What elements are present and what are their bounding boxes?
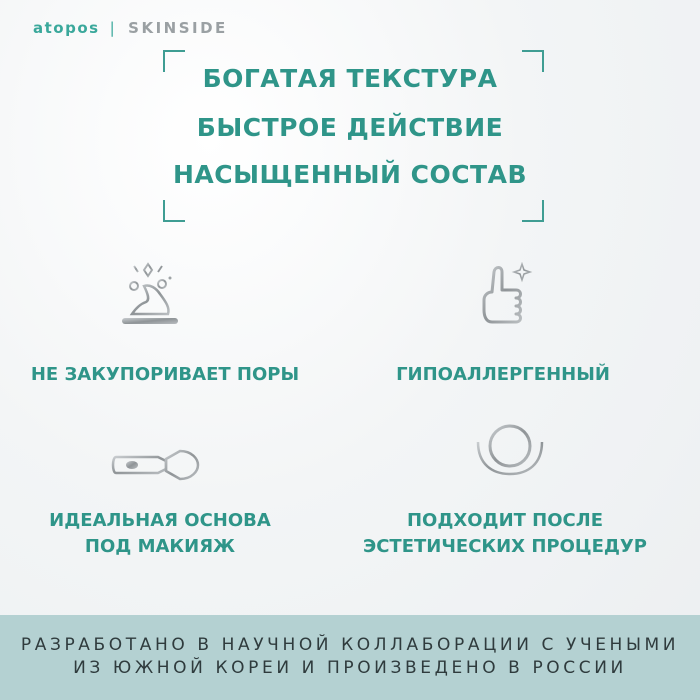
frame-corner-bottom-right — [522, 200, 544, 222]
headline-fast-action: БЫСТРОЕ ДЕЙСТВИЕ — [196, 113, 504, 142]
headline-rich-composition: НАСЫЩЕННЫЙ СОСТАВ — [172, 160, 528, 189]
footer-line-1: РАЗРАБОТАНО В НАУЧНОЙ КОЛЛАБОРАЦИИ С УЧЕНЫМИ — [20, 635, 680, 655]
makeup-brush-icon — [110, 445, 200, 489]
brand-skinside: SKINSIDE — [128, 19, 228, 37]
brand-logo — [33, 18, 228, 38]
mirror-icon — [470, 418, 550, 502]
feature-label-hypoallergenic: ГИПОАЛЛЕРГЕННЫЙ — [396, 364, 610, 385]
feature-label-pores: НЕ ЗАКУПОРИВАЕТ ПОРЫ — [30, 364, 300, 385]
thumbs-up-icon — [476, 262, 536, 346]
feature-label-after-procedures: ПОДХОДИТ ПОСЛЕ ЭСТЕТИЧЕСКИХ ПРОЦЕДУР — [363, 510, 647, 557]
feature-label-makeup-base: ИДЕАЛЬНАЯ ОСНОВА ПОД МАКИЯЖ — [49, 510, 271, 557]
cream-sparkle-icon — [110, 258, 190, 342]
brand-atopos: atopos — [33, 19, 100, 37]
headline-rich-texture: БОГАТАЯ ТЕКСТУРА — [202, 64, 498, 93]
frame-corner-bottom-left — [163, 200, 185, 222]
brand-separator: | — [109, 19, 117, 37]
footer-line-2: ИЗ ЮЖНОЙ КОРЕИ И ПРОИЗВЕДЕНО В РОССИИ — [73, 658, 627, 678]
footer-banner — [0, 615, 700, 700]
